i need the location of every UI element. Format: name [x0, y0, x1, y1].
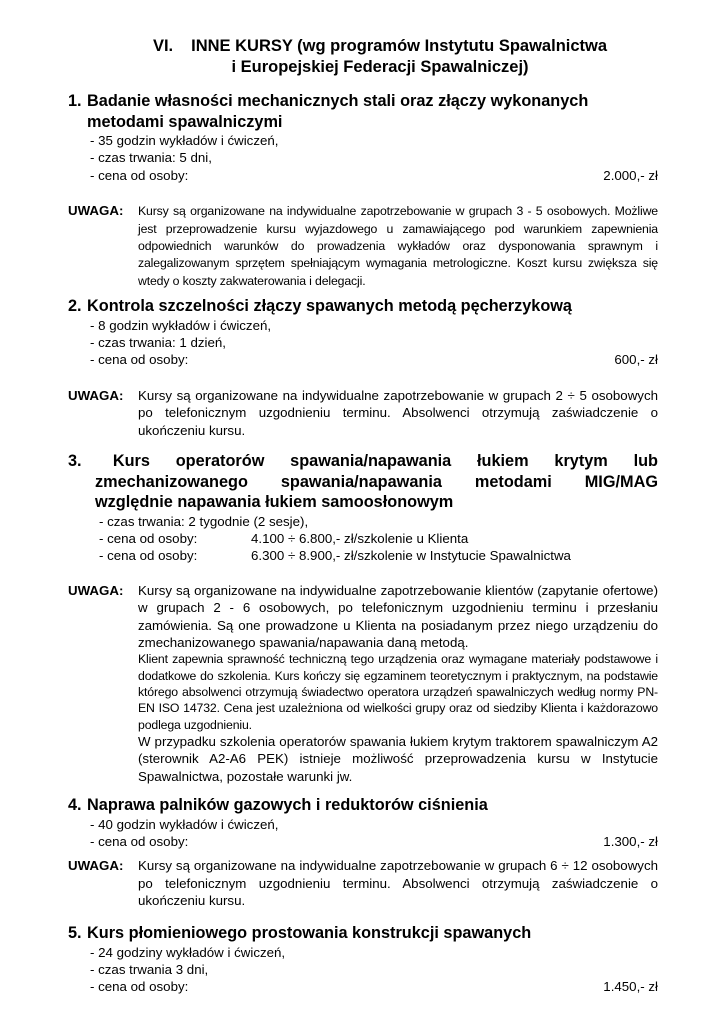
detail-item: - czas trwania: 1 dzień,: [90, 334, 226, 350]
course-heading-line-1: Badanie własności mechanicznych stali oraz złączy wykonanych: [87, 92, 589, 110]
price-row: [99, 530, 658, 547]
price-row: [90, 978, 658, 995]
chapter-title: [100, 36, 660, 78]
course-heading-line-1: Kurs płomieniowego prostowania konstrukcji spawanych: [87, 924, 532, 942]
note-label: UWAGA:: [68, 203, 124, 219]
note-paragraph-3: W przypadku szkolenia operatorów spawania łukiem krytym traktorem spawalniczym A2 (sterownik A2-A6 PEK) istnieje możliwość przeprowadzenia kursu w Instytucie Spawalnictwa, pozostałe warunki jw.: [138, 733, 658, 784]
course-details: [68, 513, 658, 565]
detail-item: - 24 godziny wykładów i ćwiczeń,: [90, 944, 286, 960]
chapter-title-text-1: INNE KURSY (wg programów Instytutu Spawalnictwa: [191, 37, 608, 55]
price-value: 600,- zł: [614, 352, 658, 368]
note-text: Kursy są organizowane na indywidualne zapotrzebowanie w grupach 6 ÷ 12 osobowych po telefonicznym uzgodnieniu terminu. Absolwenci otrzymują zaświadczenie o ukończeniu kursu.: [138, 858, 658, 909]
course-note: [68, 857, 658, 909]
course-heading-line-1: Naprawa palników gazowych i reduktorów ciśnienia: [87, 796, 488, 814]
course-heading-line-1: Kurs operatorów spawania/napawania łukiem krytym lub: [112, 452, 658, 470]
course-heading-line-1: Kontrola szczelności złączy spawanych metodą pęcherzykową: [87, 297, 572, 315]
course-number: 3.: [68, 452, 82, 470]
course-section-5: [68, 923, 658, 996]
note-text: Kursy są organizowane na indywidualne zapotrzebowanie w grupach 2 ÷ 5 osobowych po telefonicznym uzgodnieniu terminu. Absolwenci otrzymują zaświadczenie o ukończeniu kursu.: [138, 387, 658, 438]
course-heading: [68, 91, 658, 132]
note-paragraph-2-wrap: [138, 651, 658, 732]
course-heading: [68, 923, 658, 944]
price-row: [90, 351, 658, 368]
note-text: Kursy są organizowane na indywidualne zapotrzebowanie w grupach 3 - 5 osobowych. Możliwe jest przeprowadzenie kursu wyjazdowego u zamawiającego pod warunkiem zapewnienia odpowiednich warunków do prowadzenia wykładów oraz dysponowania sprawnym i zalegalizowanym sprzętem spełniającym wymagania metrologiczne. Koszt kursu zwiększa się wtedy o koszty zakwaterowania i delegacji.: [138, 204, 658, 288]
note-body: [138, 582, 658, 785]
course-details: [68, 816, 658, 851]
price-label: - cena od osoby:: [90, 352, 189, 368]
price-value: 4.100 ÷ 6.800,- zł/szkolenie u Klienta: [251, 530, 469, 546]
course-heading-line-2: zmechanizowanego spawania/napawania metodami MIG/MAG: [95, 472, 658, 491]
price-row: [90, 167, 658, 184]
course-note: [68, 387, 658, 439]
course-section-1: [68, 91, 658, 289]
course-number: 5.: [68, 924, 82, 942]
detail-item: - czas trwania 3 dni,: [90, 961, 209, 977]
course-details: [68, 317, 658, 369]
detail-item: - 35 godzin wykładów i ćwiczeń,: [90, 133, 279, 148]
note-label: UWAGA:: [68, 387, 124, 403]
price-label: - cena od osoby:: [90, 833, 189, 849]
course-section-4: [68, 795, 658, 910]
price-row: [99, 547, 658, 564]
price-value: 1.450,- zł: [603, 979, 658, 995]
course-heading: [68, 451, 658, 513]
course-number: 2.: [68, 297, 82, 315]
course-heading-line-2: metodami spawalniczymi: [87, 112, 283, 131]
price-value: 1.300,- zł: [603, 833, 658, 849]
price-label: - cena od osoby:: [99, 548, 198, 564]
course-note: [68, 202, 658, 289]
price-value: 6.300 ÷ 8.900,- zł/szkolenie w Instytucie Spawalnictwa: [251, 548, 571, 564]
course-number: 4.: [68, 796, 82, 814]
note-label: UWAGA:: [68, 858, 124, 874]
chapter-title-line-1: [100, 36, 660, 57]
course-number: 1.: [68, 92, 82, 110]
chapter-number: VI.: [152, 37, 174, 55]
price-label: - cena od osoby:: [90, 979, 189, 995]
course-section-2: [68, 296, 658, 439]
price-label: - cena od osoby:: [99, 530, 198, 546]
price-row: [90, 833, 658, 850]
course-details: [68, 132, 658, 184]
detail-item: - 40 godzin wykładów i ćwiczeń,: [90, 816, 279, 832]
course-details: [68, 944, 658, 996]
price-label: - cena od osoby:: [90, 167, 189, 183]
course-heading: [68, 296, 658, 317]
course-heading: [68, 795, 658, 816]
note-label: UWAGA:: [68, 582, 124, 598]
detail-item: - czas trwania: 5 dni,: [90, 150, 212, 166]
course-note: [68, 582, 658, 785]
price-value: 2.000,- zł: [603, 167, 658, 183]
note-paragraph-2: Klient zapewnia sprawność techniczną tego urządzenia oraz wymagane materiały podstawowe i dodatkowe do szkolenia. Kurs kończy się egzaminem teoretycznym i praktycznym, na podstawie którego absolwenci otrzymują świadectwo operatora urządzeń spawalniczych według normy PN-EN ISO 14732. Cena jest uzależniona od wielkości grupy oraz od siedziby Klienta i każdorazowo podlega uzgodnieniu.: [138, 652, 658, 732]
course-heading-line-3: względnie napawania łukiem samoosłonowym: [95, 493, 454, 511]
detail-item: - 8 godzin wykładów i ćwiczeń,: [90, 317, 272, 333]
detail-item: - czas trwania: 2 tygodnie (2 sesje),: [99, 513, 309, 529]
course-heading-line-1-row: [68, 451, 658, 472]
note-paragraph-1: Kursy są organizowane na indywidualne zapotrzebowanie klientów (zapytanie ofertowe) w grupach 2 - 6 osobowych, po telefonicznym uzgodnieniu terminu i przesłaniu zamówienia. Są one prowadzone u Klienta na posiadanym przez niego urządzeniu do zmechanizowanego spawania/napawania daną metodą.: [138, 582, 658, 650]
course-section-3: [68, 451, 658, 785]
chapter-title-line-2: i Europejskiej Federacji Spawalniczej): [231, 58, 529, 76]
